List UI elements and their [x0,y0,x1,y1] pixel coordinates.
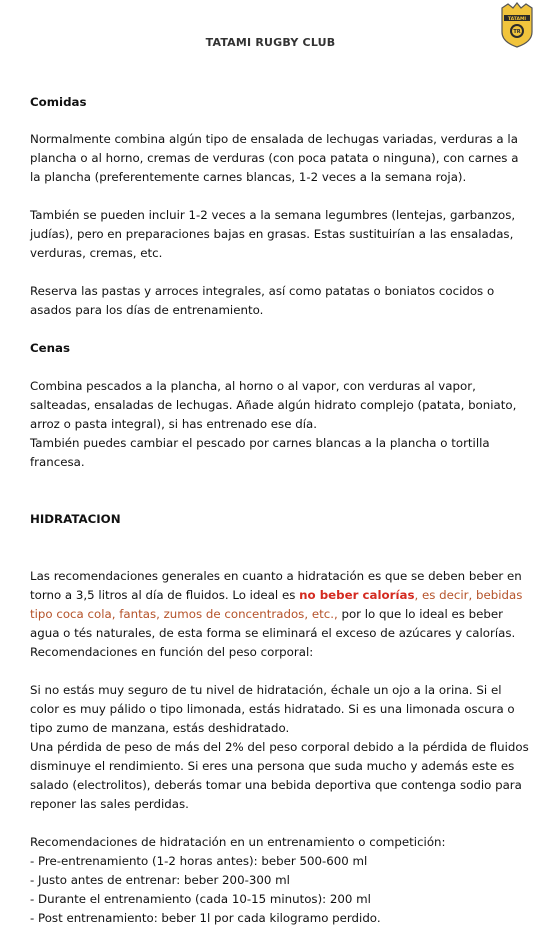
hidratacion-paragraph-2: Si no estás muy seguro de tu nivel de hidratación, échale un ojo a la orina. Si el color es muy pálido o tipo limonada, estás hidratado. Si es una limonada oscura o tipo zumo de manzana, estás deshidratado. [30,683,515,735]
hidratacion-heading: HIDRATACION [30,512,121,526]
list-item: - Pre-entrenamiento (1-2 horas antes): beber 500-600 ml [30,854,368,868]
hidratacion-weight-note: Recomendaciones en función del peso corporal: [30,645,314,659]
comidas-heading: Comidas [30,95,87,109]
cenas-heading: Cenas [30,341,71,355]
hidratacion-text-a: Las recomendaciones generales en cuanto a hidratación es que se deben beber en torno a 3,5 litros al día de fluidos. Lo ideal es [30,569,522,602]
hidratacion-list [30,852,530,928]
club-logo [500,2,534,48]
comidas-paragraph-3: Reserva las pastas y arroces integrales, así como patatas o boniatos cocidos o asados para los días de entrenamiento. [30,284,495,317]
hidratacion-text-b: por lo que lo ideal es beber agua o tés naturales, de esta forma se eliminará el exceso de azúcares y calorías. [30,607,516,640]
list-item: - Post entrenamiento: beber 1l por cada kilogramo perdido. [30,911,381,925]
list-item: - Justo antes de entrenar: beber 200-300 ml [30,873,290,887]
cenas-paragraph-1: Combina pescados a la plancha, al horno o al vapor, con verduras al vapor, salteadas, ensaladas de lechugas. Añade algún hidrato complejo (patata, boniato, arroz o pasta integral), si has entrenado ese día. [30,379,517,431]
document-body [30,93,530,928]
cenas-paragraph-2: También puedes cambiar el pescado por carnes blancas a la plancha o tortilla francesa. [30,436,490,469]
logo-initials: TR [513,29,521,35]
hidratacion-list-title: Recomendaciones de hidratación en un entrenamiento o competición: [30,835,446,849]
hidratacion-paragraph-3: Una pérdida de peso de más del 2% del peso corporal debido a la pérdida de fluidos disminuye el rendimiento. Si eres una persona que suda mucho y además este es salado (electrolitos), deberás tomar una bebida deportiva que contenga sodio para reponer las sales perdidas. [30,740,529,811]
logo-text: TATAMI [507,17,527,22]
hidratacion-paragraph-1 [30,567,530,643]
no-calorias-highlight: no beber calorías [299,588,415,602]
page-header-title: TATAMI RUGBY CLUB [205,36,336,49]
bebidas-examples-highlight: , es decir, bebidas tipo coca cola, fantas, zumos de concentrados, etc., [30,588,523,621]
list-item: - Durante el entrenamiento (cada 10-15 minutos): 200 ml [30,892,371,906]
comidas-paragraph-1: Normalmente combina algún tipo de ensalada de lechugas variadas, verduras a la plancha o al horno, cremas de verduras (con poca patata o ninguna), con carnes a la plancha (preferentemente carnes blancas, 1-2 veces a la semana roja). [30,132,519,184]
comidas-paragraph-2: También se pueden incluir 1-2 veces a la semana legumbres (lentejas, garbanzos, judías), pero en preparaciones bajas en grasas. Estas sustituirían a las ensaladas, verduras, cremas, etc. [30,208,516,260]
